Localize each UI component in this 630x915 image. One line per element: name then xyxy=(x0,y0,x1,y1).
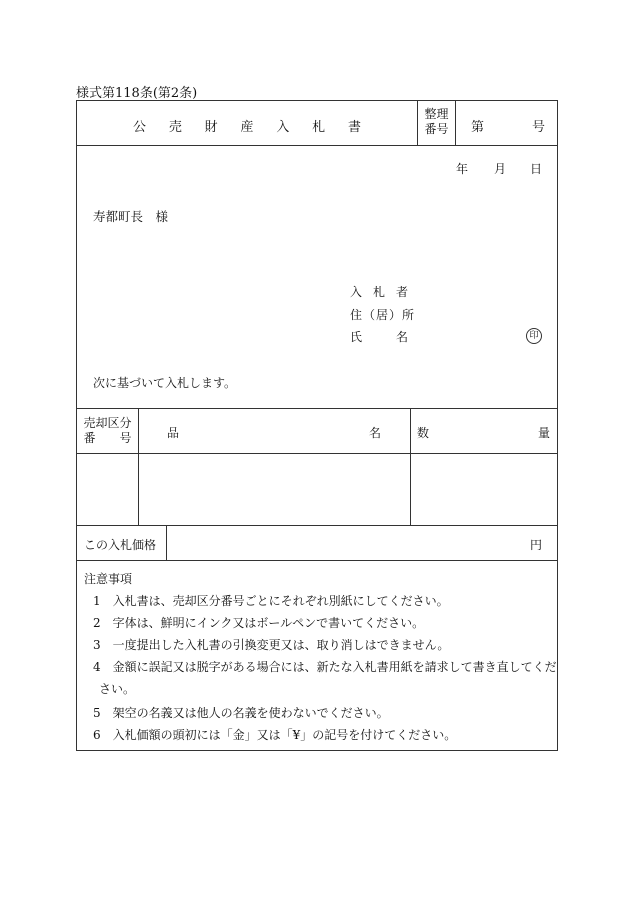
title-char: 公 xyxy=(133,120,147,135)
date-month-label: 月 xyxy=(494,162,507,176)
price-unit-label: 円 xyxy=(530,538,543,552)
bidder-address-label: 住（居）所 xyxy=(350,308,416,322)
title-char: 産 xyxy=(240,120,254,135)
bidder-name-char: 名 xyxy=(395,330,408,344)
divider-notes-top xyxy=(76,560,558,561)
sale-division-number-header xyxy=(77,416,138,446)
form-outer-border xyxy=(76,100,558,751)
item-name-header-right: 名 xyxy=(369,426,382,440)
divider-table-v1 xyxy=(138,408,139,525)
divider-price-top xyxy=(76,525,558,526)
note-item-2: 2 字体は、鮮明にインク又はボールペンで書いてください。 xyxy=(93,616,425,630)
intro-text: 次に基づいて入札します。 xyxy=(93,376,237,390)
sale-division-number-field[interactable] xyxy=(78,455,137,524)
dai-label: 第 xyxy=(471,120,485,135)
reference-number-label xyxy=(418,107,455,137)
date-year-label: 年 xyxy=(456,162,469,176)
sale-division-line2: 番 号 xyxy=(83,431,132,445)
addressee: 寿都町長 様 xyxy=(93,209,169,224)
sale-division-line1: 売却区分 xyxy=(83,416,132,430)
bid-price-field[interactable] xyxy=(168,527,528,558)
bid-price-label: この入札価格 xyxy=(84,538,157,552)
divider-table-v2 xyxy=(410,408,411,525)
title-char: 財 xyxy=(204,120,218,135)
bidder-role-label xyxy=(350,283,408,300)
note-item-6: 6 入札価額の頭初には「金」又は「¥」の記号を付けてください。 xyxy=(93,728,457,742)
divider-table-top xyxy=(76,408,558,409)
document-title xyxy=(133,116,361,135)
title-char: 札 xyxy=(312,120,326,135)
bidder-name-label xyxy=(350,328,408,345)
bidder-role-char: 入 xyxy=(350,285,363,299)
divider-header xyxy=(76,145,558,146)
note-item-4-continued: さい。 xyxy=(99,682,136,696)
reference-label-line2: 番号 xyxy=(424,122,449,136)
form-label: 様式第118条(第2条) xyxy=(76,86,198,101)
title-char: 売 xyxy=(168,120,182,135)
reference-label-line1: 整理 xyxy=(424,107,449,121)
note-item-5: 5 架空の名義又は他人の名義を使わないでください。 xyxy=(93,706,389,720)
quantity-header-left: 数 xyxy=(417,426,430,440)
bidder-name-char: 氏 xyxy=(350,330,363,344)
seal-mark: 印 xyxy=(526,328,542,344)
date-day-label: 日 xyxy=(530,162,543,176)
note-item-3: 3 一度提出した入札書の引換変更又は、取り消しはできません。 xyxy=(93,638,450,652)
divider-header-v2 xyxy=(455,100,456,145)
note-item-4: 4 金額に誤記又は脱字がある場合には、新たな入札書用紙を請求して書き直してくだ xyxy=(93,660,557,674)
quantity-field[interactable] xyxy=(412,455,556,524)
seal-icon xyxy=(526,327,542,344)
notes-heading: 注意事項 xyxy=(84,572,133,586)
item-name-header-left: 品 xyxy=(167,426,180,440)
item-name-field[interactable] xyxy=(140,455,409,524)
title-char: 書 xyxy=(347,120,361,135)
quantity-header-right: 量 xyxy=(538,426,551,440)
divider-table-header xyxy=(76,453,558,454)
bidder-role-char: 者 xyxy=(395,285,408,299)
note-item-1: 1 入札書は、売却区分番号ごとにそれぞれ別紙にしてください。 xyxy=(93,594,449,608)
bidder-role-char: 札 xyxy=(372,285,385,299)
divider-price-v1 xyxy=(166,525,167,560)
title-char: 入 xyxy=(276,120,290,135)
go-label: 号 xyxy=(532,120,546,135)
